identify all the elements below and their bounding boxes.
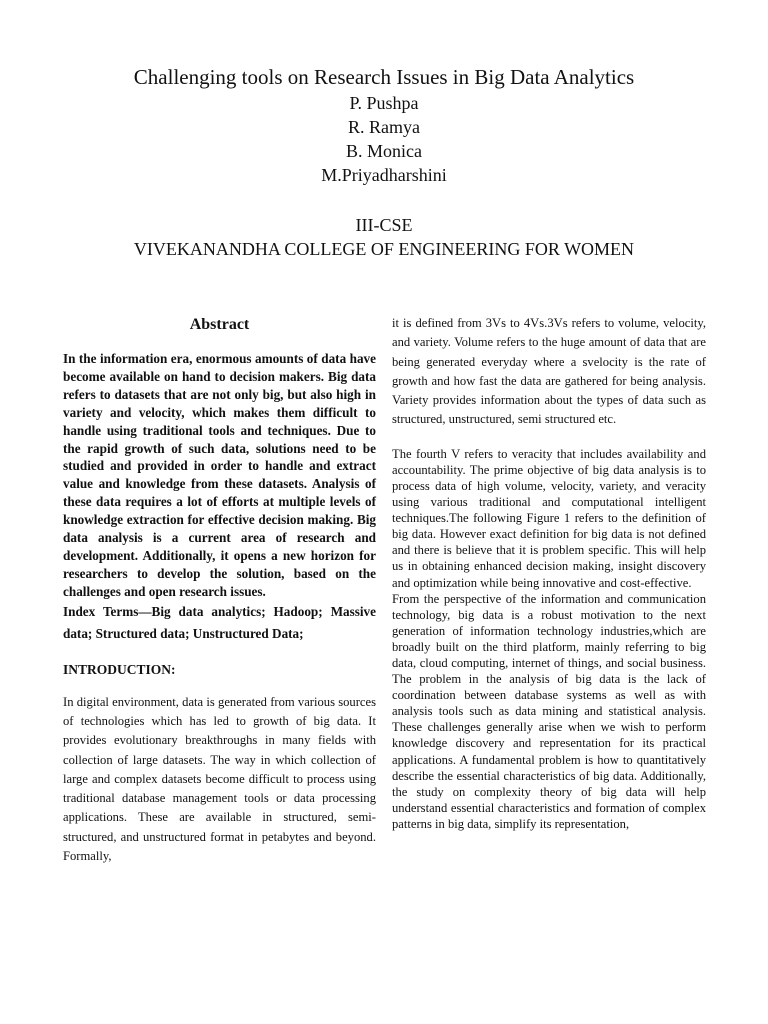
author-1: P. Pushpa <box>349 93 419 113</box>
abstract-text: In the information era, enormous amounts of data have become available on hand to decision makers. Big data refers to datasets that are not only big, but also high in variety and velocity, which makes them difficult to handle using traditional tools and techniques. Due to the rapid growth of such data, solutions need to be studied and provided in order to handle and extract value and knowledge from these datasets. Analysis of these data requires a lot of efforts at multiple levels of knowledge extraction for effective decision making. Big data analysis is a current area of research and development. Additionally, it opens a new horizon for researchers to develop the solution, based on the challenges and open research issues. <box>63 351 376 599</box>
institution: VIVEKANANDHA COLLEGE OF ENGINEERING FOR WOMEN <box>133 239 635 259</box>
author-4: M.Priyadharshini <box>321 165 447 185</box>
right-paragraph-3: From the perspective of the information and communication technology, big data is a robust motivation to the next generation of information technology industries,which are broadly built on the third platform, mainly referring to big data, cloud computing, internet of things, and social business. The problem in the analysis of big data is the lack of coordination between database systems as well as with analysis tools such as data mining and statistical analysis. These challenges generally arise when we wish to perform knowledge discovery and representation for its practical applications. A fundamental problem is how to quantitatively describe the essential characteristics of big data. Additionally, the study on complexity theory of big data will help understand essential characteristics and formation of complex patterns in big data, simplify its representation, <box>392 591 706 831</box>
right-column <box>392 314 706 832</box>
department: III-CSE <box>355 215 413 235</box>
introduction-paragraph: In digital environment, data is generated from various sources of technologies which has led to growth of big data. It provides evolutionary breakthroughs in many fields with collection of large datasets. The way in which collection of large and complex datasets become difficult to process using traditional database management tools or data processing applications. These are available in structured, semi-structured, and unstructured format in petabytes and beyond. Formally, <box>63 694 376 864</box>
right-paragraph-1: it is defined from 3Vs to 4Vs.3Vs refers to volume, velocity, and variety. Volume refers to the huge amount of data that are being generated everyday where a svelocity is the rate of growth and how fast the data are gathered for being analysis. Variety provides information about the types of data such as structured, unstructured, semi structured etc. <box>392 316 706 427</box>
abstract-heading: Abstract <box>189 316 250 333</box>
author-2: R. Ramya <box>348 117 420 137</box>
introduction-heading: INTRODUCTION: <box>63 661 176 677</box>
paper-header <box>0 64 768 261</box>
index-terms: Index Terms—Big data analytics; Hadoop; Massive data; Structured data; Unstructured Data; <box>63 603 376 641</box>
author-3: B. Monica <box>346 141 422 161</box>
paper-title: Challenging tools on Research Issues in Big Data Analytics <box>133 65 635 89</box>
left-column <box>63 314 376 866</box>
right-paragraph-2: The fourth V refers to veracity that includes availability and accountability. The prime objective of big data analysis is to process data of high volume, velocity, variety, and veracity using various traditional and computational intelligent techniques.The following Figure 1 refers to the definition of big data. However exact definition for big data is not defined and there is believe that it is problem specific. This will help us in obtaining enhanced decision making, insight discovery and optimization while being innovative and cost-effective. <box>392 446 706 590</box>
